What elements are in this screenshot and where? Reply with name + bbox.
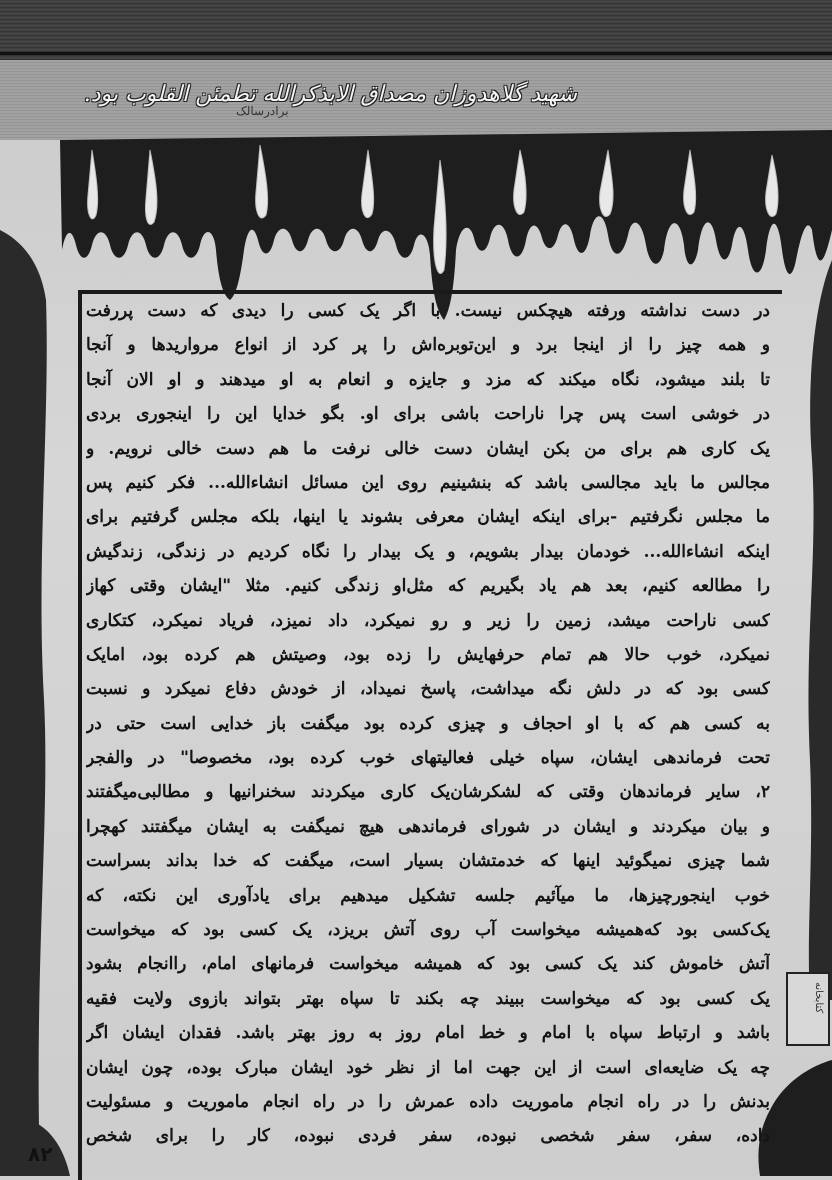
article-line: را مطالعه کنیم، بعد هم یاد بگیریم که مثل‌او زندگی کنیم. مثلا "ایشان وقتی کهاز [86,576,770,597]
article-line: آتش خاموش کند یک کسی بود که همیشه میخواست فرمانهای امام، راانجام بشود [86,954,770,975]
article-line: به کسی هم که با او احجاف و چیزی کرده بود میگفت باز خدایی است حتی در [86,713,770,734]
article-line: تا بلند میشود، نگاه میکند که مزد و جایزه و انعام به او میدهند و او الان آنجا [86,369,770,390]
left-margin-drip [0,230,47,1176]
library-stamp [786,972,830,1046]
article-line: شما چیزی نمیگوئید اینها که خدمتشان بسیار است، میگفت که خدا بداند بسراست [86,851,770,872]
article-line: در خوشی است پس چرا ناراحت باشی برای او. بگو خدایا این را اینجوری بردی [86,404,770,425]
article-line: نمیکرد، خوب حالا هم تمام حرفهایش را زده بود، وصیتش هم کرده بود، امایک [86,644,770,665]
calligraphy-title: شهید گلاهدوزان مصداق الابذکرالله تطمئن القلوب بود. [83,82,577,107]
article-line: اینکه انشاءالله... خودمان بیدار بشویم، و یک بیدار را نگاه کردیم در زندگی، زندگیش [86,541,770,562]
article-line: در دست نداشته ورفته هیچکس نیست. با اگر یک کسی را دیدی که دست پررفت [86,301,770,321]
article-line: کسی ناراحت میشد، زمین را زیر و رو نمیکرد، داد نمیزد، فریاد نمیکرد، کتکاری [86,610,770,631]
article-line: ۲، سایر فرماندهان وقتی که لشکرشان‌یک کاری میکردند سخنرانیها و مطالبی‌میگفتند [86,782,770,803]
article-line: مجالس ما باید مجالسی باشد که بنشینیم روی این مسائل انشاءالله... فکر کنیم پس [86,472,770,493]
article-line: یک کسی بود که میخواست ببیند چه بکند تا سپاه بهتر بتواند بازوی ولایت فقیه [86,988,770,1009]
article-line: داده، سفر، سفر شخصی نبوده، سفر فردی نبوده، کار را برای شخص [86,1126,770,1147]
article-line: و بیان میکردند و ایشان در شورای فرماندهی هیچ نمیگفت به ایشان میگفتند کهچرا [86,816,770,837]
author-credit: برادرسالک [236,104,289,118]
article-line: چه یک ضایعه‌ای است از این جهت اما از نظر خود ایشان مبارک بوده، چون ایشان [86,1057,770,1078]
article-line: خوب اینجورچیزها، ما میآئیم جلسه تشکیل میدهیم برای یادآوری این نکته، که [86,885,770,906]
page-number: ۸۲ [28,1142,53,1166]
article-line: بدنش را در راه انجام ماموریت داده عمرش را در راه انجام ماموریت و مسئولیت [86,1091,770,1112]
article-line: یک کاری هم برای من بکن ایشان دست خالی نرفت ما هم دست خالی نرویم. و [86,438,770,459]
article-line: ما مجلس نگرفتیم -برای اینکه ایشان معرفی بشوند یا اینها، بلکه مجلس گرفتیم برای [86,507,770,528]
right-margin-drip [808,260,832,1000]
article-line: تحت فرماندهی ایشان، سپاه خیلی فعالیتهای خوب کرده بود، مخصوصا" در والفجر [86,748,770,769]
stamp-text: کتابخانه [813,982,824,1014]
article-body [86,294,770,1154]
article-line: و همه چیز را از اینجا برد و این‌توبره‌اش را پر کرد از انواع مرواریدها و آنجا [86,335,770,356]
article-line: یک‌کسی بود که‌همیشه میخواست آب روی آتش بریزد، یک کسی بود که میخواست [86,920,770,941]
article-line: کسی بود که در دلش نگه میداشت، پاسخ نمیداد، از خودش دفاع نمیکرد و نسبت [86,679,770,700]
article-line: باشد و ارتباط سپاه با امام و خط امام روز به روز بهتر باشد. فقدان ایشان اگر [86,1023,770,1044]
